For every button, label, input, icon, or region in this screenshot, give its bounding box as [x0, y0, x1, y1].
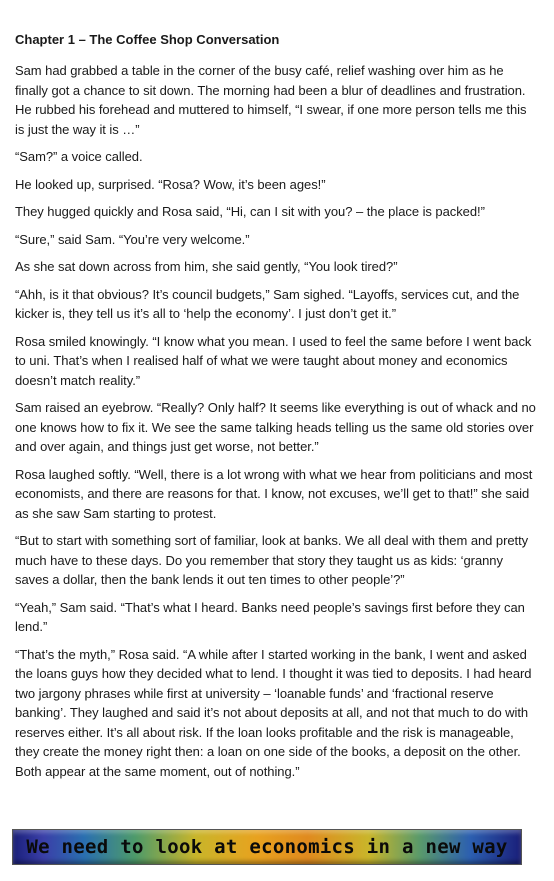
paragraph: They hugged quickly and Rosa said, “Hi, can I sit with you? – the place is packed!”	[15, 204, 485, 219]
paragraph: Sam raised an eyebrow. “Really? Only half? It seems like everything is out of whack and no one knows how to fix it. We see the same talking heads telling us the same old stories over and over again, and things just get worse, not better.”	[15, 400, 536, 454]
paragraph: “That’s the myth,” Rosa said. “A while after I started working in the bank, I went and asked the loans guys how they decided what to lend. I thought it was tied to deposits. I had heard two jargony phrases while first at university – ‘loanable funds’ and ‘fractional reserve banking’. They laughed and said it’s not about deposits at all, and not that much to do with reserves either. It’s all about risk. If the loan looks profitable and the risk is manageable, they create the money right then: a loan on one side of the books, a deposit on the other. Both appear at the same moment, out of nothing.”	[15, 646, 532, 779]
slogan-banner	[12, 829, 522, 865]
paragraph: “But to start with something sort of familiar, look at banks. We all deal with them and pretty much have to these days. Do you remember that story they taught us as kids: ‘granny saves a dollar, then the bank lends it out ten times to other people’?”	[15, 533, 529, 587]
banner-text: We need to look at economics in a new way	[26, 836, 508, 858]
paragraph: He looked up, surprised. “Rosa? Wow, it’s been ages!”	[15, 176, 326, 192]
paragraph: Sam had grabbed a table in the corner of the busy café, relief washing over him as he finally got a chance to sit down. The morning had been a blur of deadlines and frustration. He rubbed his forehead and muttered to himself, “I swear, if one more person tells me this is just the way it is …”	[15, 63, 527, 137]
paragraph: “Ahh, is it that obvious? It’s council budgets,” Sam sighed. “Layoffs, services cut, and the kicker is, they tell us it’s all to ‘help the economy’. I just don’t get it.”	[15, 286, 520, 321]
chapter-title: Chapter 1 – The Coffee Shop Conversation	[15, 32, 280, 47]
document-body	[15, 30, 539, 789]
paragraph: “Yeah,” Sam said. “That’s what I heard. Banks need people’s savings first before they can lend.”	[15, 599, 525, 634]
paragraph: “Sure,” said Sam. “You’re very welcome.”	[15, 231, 250, 247]
paragraph: As she sat down across from him, she said gently, “You look tired?”	[15, 259, 398, 274]
paragraph: “Sam?” a voice called.	[15, 149, 143, 164]
paragraph: Rosa smiled knowingly. “I know what you mean. I used to feel the same before I went back to uni. That’s when I realised half of what we were taught about money and economics doesn’t match reality.”	[15, 333, 532, 388]
paragraph: Rosa laughed softly. “Well, there is a lot wrong with what we hear from politicians and most economists, and there are reasons for that. I know, not excuses, we’ll get to that!” she said as she saw Sam starting to protest.	[15, 466, 533, 521]
